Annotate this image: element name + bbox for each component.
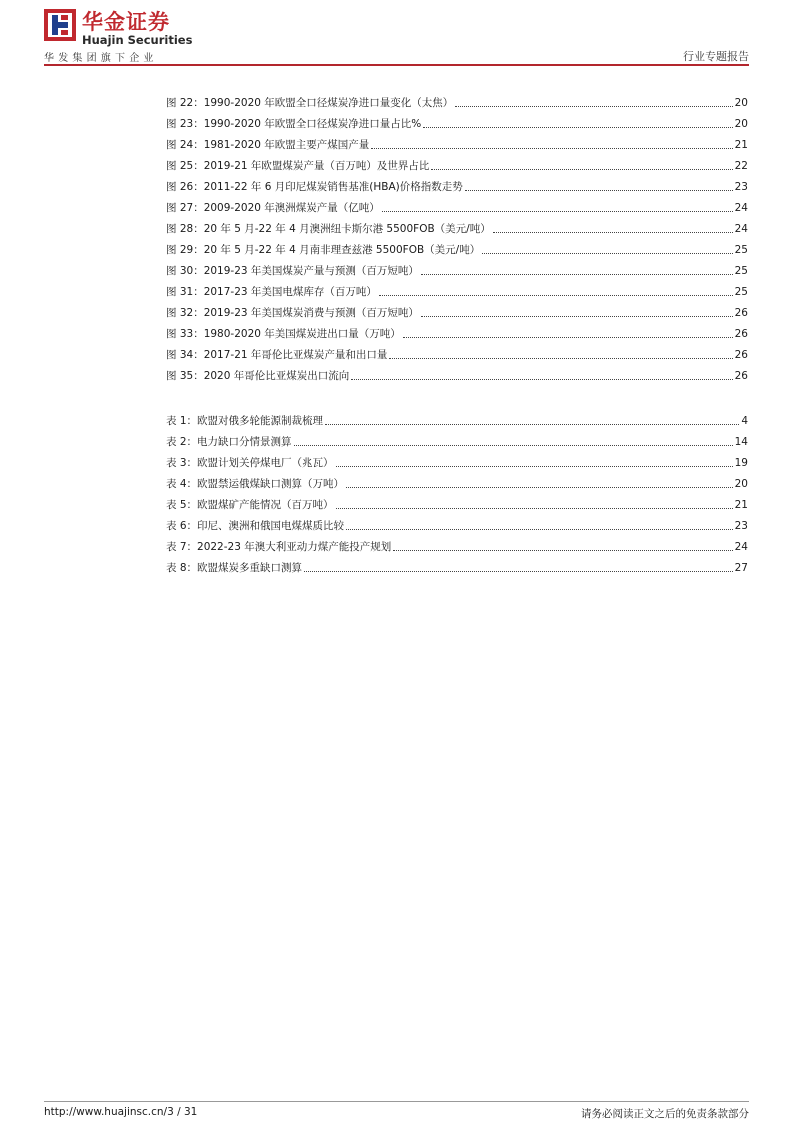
figure-entry[interactable] (166, 110, 748, 131)
figure-entry-page-number: 25 (734, 286, 748, 298)
dot-leader (421, 273, 733, 275)
table-entry-page-number: 27 (734, 562, 748, 574)
dot-leader (465, 189, 733, 191)
footer-url-link[interactable]: http://www.huajinsc.cn/3 / 31 (44, 1106, 198, 1118)
figure-entry-label: 图 30：2019-23 年美国煤炭产量与预测（百万短吨） (166, 265, 419, 277)
company-logo (44, 9, 193, 51)
table-entry-label: 表 3：欧盟计划关停煤电厂（兆瓦） (166, 457, 334, 469)
dot-leader (379, 294, 733, 296)
dot-leader (294, 444, 733, 446)
figure-entry[interactable] (166, 278, 748, 299)
figure-entry-label: 图 31：2017-23 年美国电煤库存（百万吨） (166, 286, 377, 298)
figure-entry[interactable] (166, 341, 748, 362)
dot-leader (346, 528, 733, 530)
table-entry-label: 表 4：欧盟禁运俄煤缺口测算（万吨） (166, 478, 345, 490)
dot-leader (421, 315, 733, 317)
footer-disclaimer: 请务必阅读正文之后的免责条款部分 (581, 1108, 749, 1120)
figure-entry-label: 图 26：2011-22 年 6 月印尼煤炭销售基准(HBA)价格指数走势 (166, 181, 463, 193)
table-entry[interactable] (166, 407, 748, 428)
figure-entry-label: 图 27：2009-2020 年澳洲煤炭产量（亿吨） (166, 202, 380, 214)
figure-entry-label: 图 24：1981-2020 年欧盟主要产煤国产量 (166, 139, 370, 151)
figure-entry[interactable] (166, 173, 748, 194)
figure-entry-page-number: 26 (734, 370, 748, 382)
figure-entry-label: 图 35：2020 年哥伦比亚煤炭出口流向 (166, 370, 350, 382)
table-entry[interactable] (166, 512, 748, 533)
figure-entry[interactable] (166, 257, 748, 278)
table-entry-page-number: 23 (734, 520, 748, 532)
figure-entry-label: 图 22：1990-2020 年欧盟全口径煤炭净进口量变化（太焦） (166, 97, 454, 109)
figure-list (166, 89, 748, 383)
figure-entry[interactable] (166, 299, 748, 320)
company-tagline: 华发集团旗下企业 (44, 53, 158, 64)
table-entry-page-number: 20 (734, 478, 748, 490)
huajin-logo-icon (44, 9, 76, 41)
figure-entry[interactable] (166, 362, 748, 383)
dot-leader (423, 126, 732, 128)
figure-entry-label: 图 34：2017-21 年哥伦比亚煤炭产量和出口量 (166, 349, 388, 361)
figure-entry-page-number: 25 (734, 265, 748, 277)
brand-name-cn: 华金证券 (82, 10, 170, 34)
figure-entry[interactable] (166, 131, 748, 152)
report-type: 行业专题报告 (683, 50, 749, 63)
dot-leader (455, 105, 732, 107)
figure-entry-page-number: 24 (734, 202, 748, 214)
figure-entry-page-number: 26 (734, 307, 748, 319)
figure-entry-label: 图 23：1990-2020 年欧盟全口径煤炭净进口量占比% (166, 118, 422, 130)
dot-leader (325, 423, 739, 425)
dot-leader (403, 336, 733, 338)
table-entry-label: 表 2：电力缺口分情景测算 (166, 436, 292, 448)
figure-entry-label: 图 33：1980-2020 年美国煤炭进出口量（万吨） (166, 328, 401, 340)
dot-leader (346, 486, 733, 488)
figure-entry-label: 图 32：2019-23 年美国煤炭消费与预测（百万短吨） (166, 307, 419, 319)
table-entry[interactable] (166, 428, 748, 449)
table-entry-page-number: 4 (741, 415, 748, 427)
table-entry[interactable] (166, 533, 748, 554)
figure-entry[interactable] (166, 152, 748, 173)
figure-entry[interactable] (166, 215, 748, 236)
figure-entry[interactable] (166, 194, 748, 215)
figure-entry[interactable] (166, 320, 748, 341)
table-entry[interactable] (166, 491, 748, 512)
figure-entry[interactable] (166, 236, 748, 257)
footer-divider (44, 1101, 749, 1102)
figure-entry-page-number: 26 (734, 349, 748, 361)
table-entry-label: 表 8：欧盟煤炭多重缺口测算 (166, 562, 303, 574)
figure-entry-page-number: 25 (734, 244, 748, 256)
figure-entry-label: 图 29：20 年 5 月-22 年 4 月南非理查兹港 5500FOB（美元/吨） (166, 244, 481, 256)
table-entry[interactable] (166, 554, 748, 575)
figure-entry-label: 图 28：20 年 5 月-22 年 4 月澳洲纽卡斯尔港 5500FOB（美元/吨） (166, 223, 491, 235)
table-entry-label: 表 1：欧盟对俄多轮能源制裁梳理 (166, 415, 324, 427)
dot-leader (336, 507, 733, 509)
dot-leader (336, 465, 733, 467)
table-entry[interactable] (166, 449, 748, 470)
brand-name-en: Huajin Securities (82, 33, 193, 47)
table-list (166, 407, 748, 575)
figure-entry-page-number: 23 (734, 181, 748, 193)
figure-entry-page-number: 24 (734, 223, 748, 235)
dot-leader (304, 570, 733, 572)
figure-entry-page-number: 26 (734, 328, 748, 340)
figure-entry-page-number: 20 (734, 118, 748, 130)
table-entry-page-number: 19 (734, 457, 748, 469)
dot-leader (351, 378, 732, 380)
dot-leader (393, 549, 732, 551)
table-entry-page-number: 24 (734, 541, 748, 553)
figure-entry[interactable] (166, 89, 748, 110)
table-entry-label: 表 6：印尼、澳洲和俄国电煤煤质比较 (166, 520, 345, 532)
figure-entry-page-number: 21 (734, 139, 748, 151)
figure-entry-page-number: 22 (734, 160, 748, 172)
dot-leader (389, 357, 732, 359)
table-entry-page-number: 14 (734, 436, 748, 448)
figure-entry-page-number: 20 (734, 97, 748, 109)
header-divider (44, 64, 749, 66)
dot-leader (382, 210, 733, 212)
table-entry-label: 表 7：2022-23 年澳大利亚动力煤产能投产规划 (166, 541, 392, 553)
figure-entry-label: 图 25：2019-21 年欧盟煤炭产量（百万吨）及世界占比 (166, 160, 430, 172)
table-entry-page-number: 21 (734, 499, 748, 511)
dot-leader (431, 168, 732, 170)
table-entry-label: 表 5：欧盟煤矿产能情况（百万吨） (166, 499, 334, 511)
dot-leader (371, 147, 732, 149)
table-entry[interactable] (166, 470, 748, 491)
dot-leader (493, 231, 733, 233)
dot-leader (482, 252, 732, 254)
